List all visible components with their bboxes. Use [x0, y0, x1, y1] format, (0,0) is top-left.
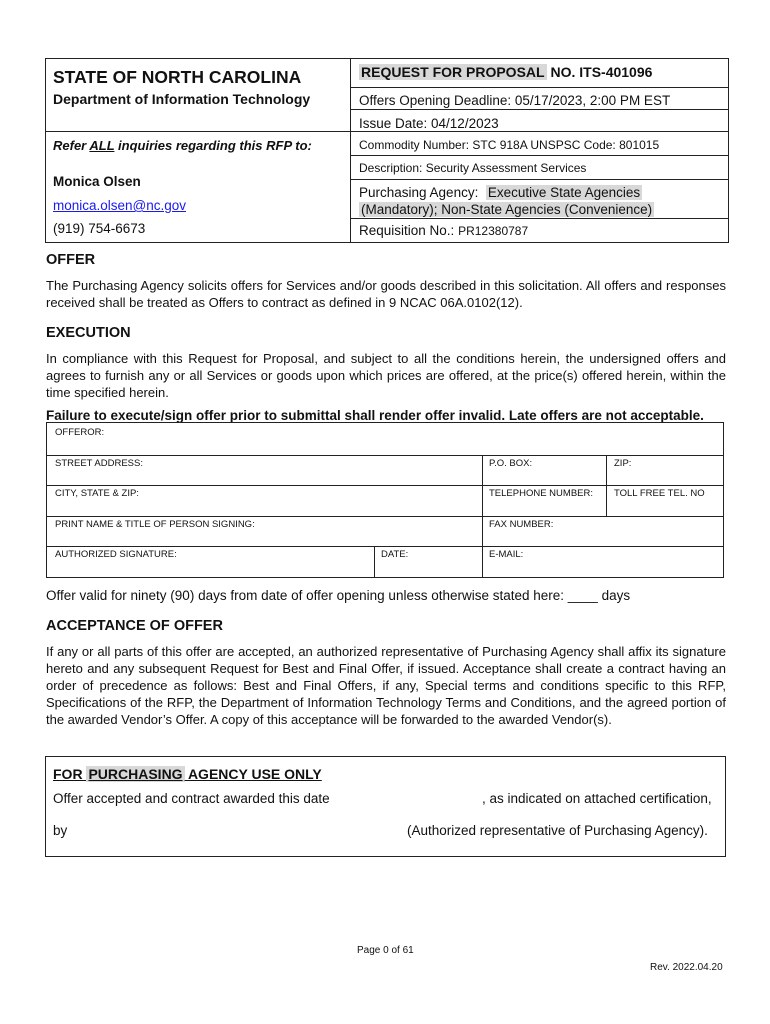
- agency-use-title: FOR PURCHASING AGENCY USE ONLY: [53, 766, 322, 782]
- by-label: by: [53, 823, 68, 838]
- form-rule: [47, 516, 723, 517]
- contact-phone: (919) 754-6673: [53, 221, 146, 236]
- department-name: Department of Information Technology: [53, 91, 311, 107]
- rfp-number-title: REQUEST FOR PROPOSAL NO. ITS-401096: [361, 64, 653, 80]
- city-state-zip-field[interactable]: CITY, STATE & ZIP:: [55, 488, 139, 499]
- form-rule: [47, 546, 723, 547]
- acceptance-text: If any or all parts of this offer are accepted, an authorized representative of Purchasing Agency shall affix its signature hereto and any subsequent Request for Best and Final Offer, if issued. Acceptance shall create a contract having an order of precedence as follows: Best and Final Offers, if any, Special terms and conditions specific to this RFP, Specifications of the RFP, the Department of Information Technology Terms and Conditions, and the agreed portion of the awarded Vendor’s Offer. A copy of this acceptance will be forwarded to the awarded Vendor(s).: [46, 644, 726, 727]
- offeror-field[interactable]: OFFEROR:: [55, 427, 105, 438]
- state-title: STATE OF NORTH CAROLINA: [53, 67, 302, 87]
- form-divider: [374, 546, 375, 577]
- commodity-number: Commodity Number: STC 918A UNSPSC Code: 801015: [359, 138, 660, 152]
- revision-label: Rev. 2022.04.20: [650, 962, 723, 973]
- agency-use-box: [45, 756, 726, 857]
- telephone-field[interactable]: TELEPHONE NUMBER:: [489, 488, 593, 499]
- form-divider: [482, 455, 483, 577]
- page-number: Page 0 of 61: [357, 945, 414, 956]
- date-field[interactable]: DATE:: [381, 549, 409, 560]
- fax-field[interactable]: FAX NUMBER:: [489, 519, 554, 530]
- header-rule: [351, 179, 728, 180]
- form-rule: [47, 485, 723, 486]
- execution-heading: EXECUTION: [46, 325, 131, 341]
- header-rule: [351, 155, 728, 156]
- requisition-number: Requisition No.: PR12380787: [359, 223, 529, 238]
- offer-validity-text: Offer valid for ninety (90) days from date of offer opening unless otherwise stated here: ____ days: [46, 588, 631, 603]
- header-rule: [351, 87, 728, 88]
- contact-name: Monica Olsen: [53, 174, 141, 189]
- refer-inquiries-text: Refer ALL inquiries regarding this RFP to:: [53, 138, 312, 153]
- header-rule: [351, 218, 728, 219]
- execution-text: In compliance with this Request for Proposal, and subject to all the conditions herein, the undersigned offers and agrees to furnish any or all Services or goods upon which prices are offered, at the price(s) offered herein, within the time specified herein.: [46, 351, 726, 400]
- service-description: Description: Security Assessment Services: [359, 161, 587, 175]
- offer-heading: OFFER: [46, 252, 96, 268]
- purchasing-agency: Purchasing Agency: Executive State Agencies (Mandatory); Non-State Agencies (Convenience): [359, 185, 653, 217]
- rfp-header-box: [45, 58, 729, 243]
- contract-awarded-text: Offer accepted and contract awarded this date: [53, 791, 330, 806]
- form-divider: [606, 455, 607, 516]
- offers-deadline: Offers Opening Deadline: 05/17/2023, 2:00 PM EST: [359, 93, 671, 108]
- toll-free-field[interactable]: TOLL FREE TEL. NO: [614, 488, 705, 499]
- offeror-form: [46, 422, 724, 578]
- header-rule: [351, 131, 728, 132]
- offer-text: The Purchasing Agency solicits offers for Services and/or goods described in this solicitation. All offers and responses received shall be treated as Offers to contract as defined in 9 NCAC 06A.0102(12).: [46, 278, 726, 310]
- signature-field[interactable]: AUTHORIZED SIGNATURE:: [55, 549, 177, 560]
- email-field[interactable]: E-MAIL:: [489, 549, 524, 560]
- form-rule: [47, 455, 723, 456]
- certification-text: , as indicated on attached certification,: [482, 791, 712, 806]
- header-rule: [46, 131, 350, 132]
- print-name-field[interactable]: PRINT NAME & TITLE OF PERSON SIGNING:: [55, 519, 255, 530]
- authorized-representative-text: (Authorized representative of Purchasing Agency).: [407, 823, 708, 838]
- zip-field[interactable]: ZIP:: [614, 458, 632, 469]
- late-offer-warning: Failure to execute/sign offer prior to submittal shall render offer invalid. Late offers are not acceptable.: [46, 408, 704, 423]
- street-address-field[interactable]: STREET ADDRESS:: [55, 458, 143, 469]
- contact-email-link[interactable]: monica.olsen@nc.gov: [53, 198, 187, 213]
- issue-date: Issue Date: 04/12/2023: [359, 116, 499, 131]
- acceptance-heading: ACCEPTANCE OF OFFER: [46, 618, 223, 634]
- po-box-field[interactable]: P.O. BOX:: [489, 458, 533, 469]
- header-rule: [351, 109, 728, 110]
